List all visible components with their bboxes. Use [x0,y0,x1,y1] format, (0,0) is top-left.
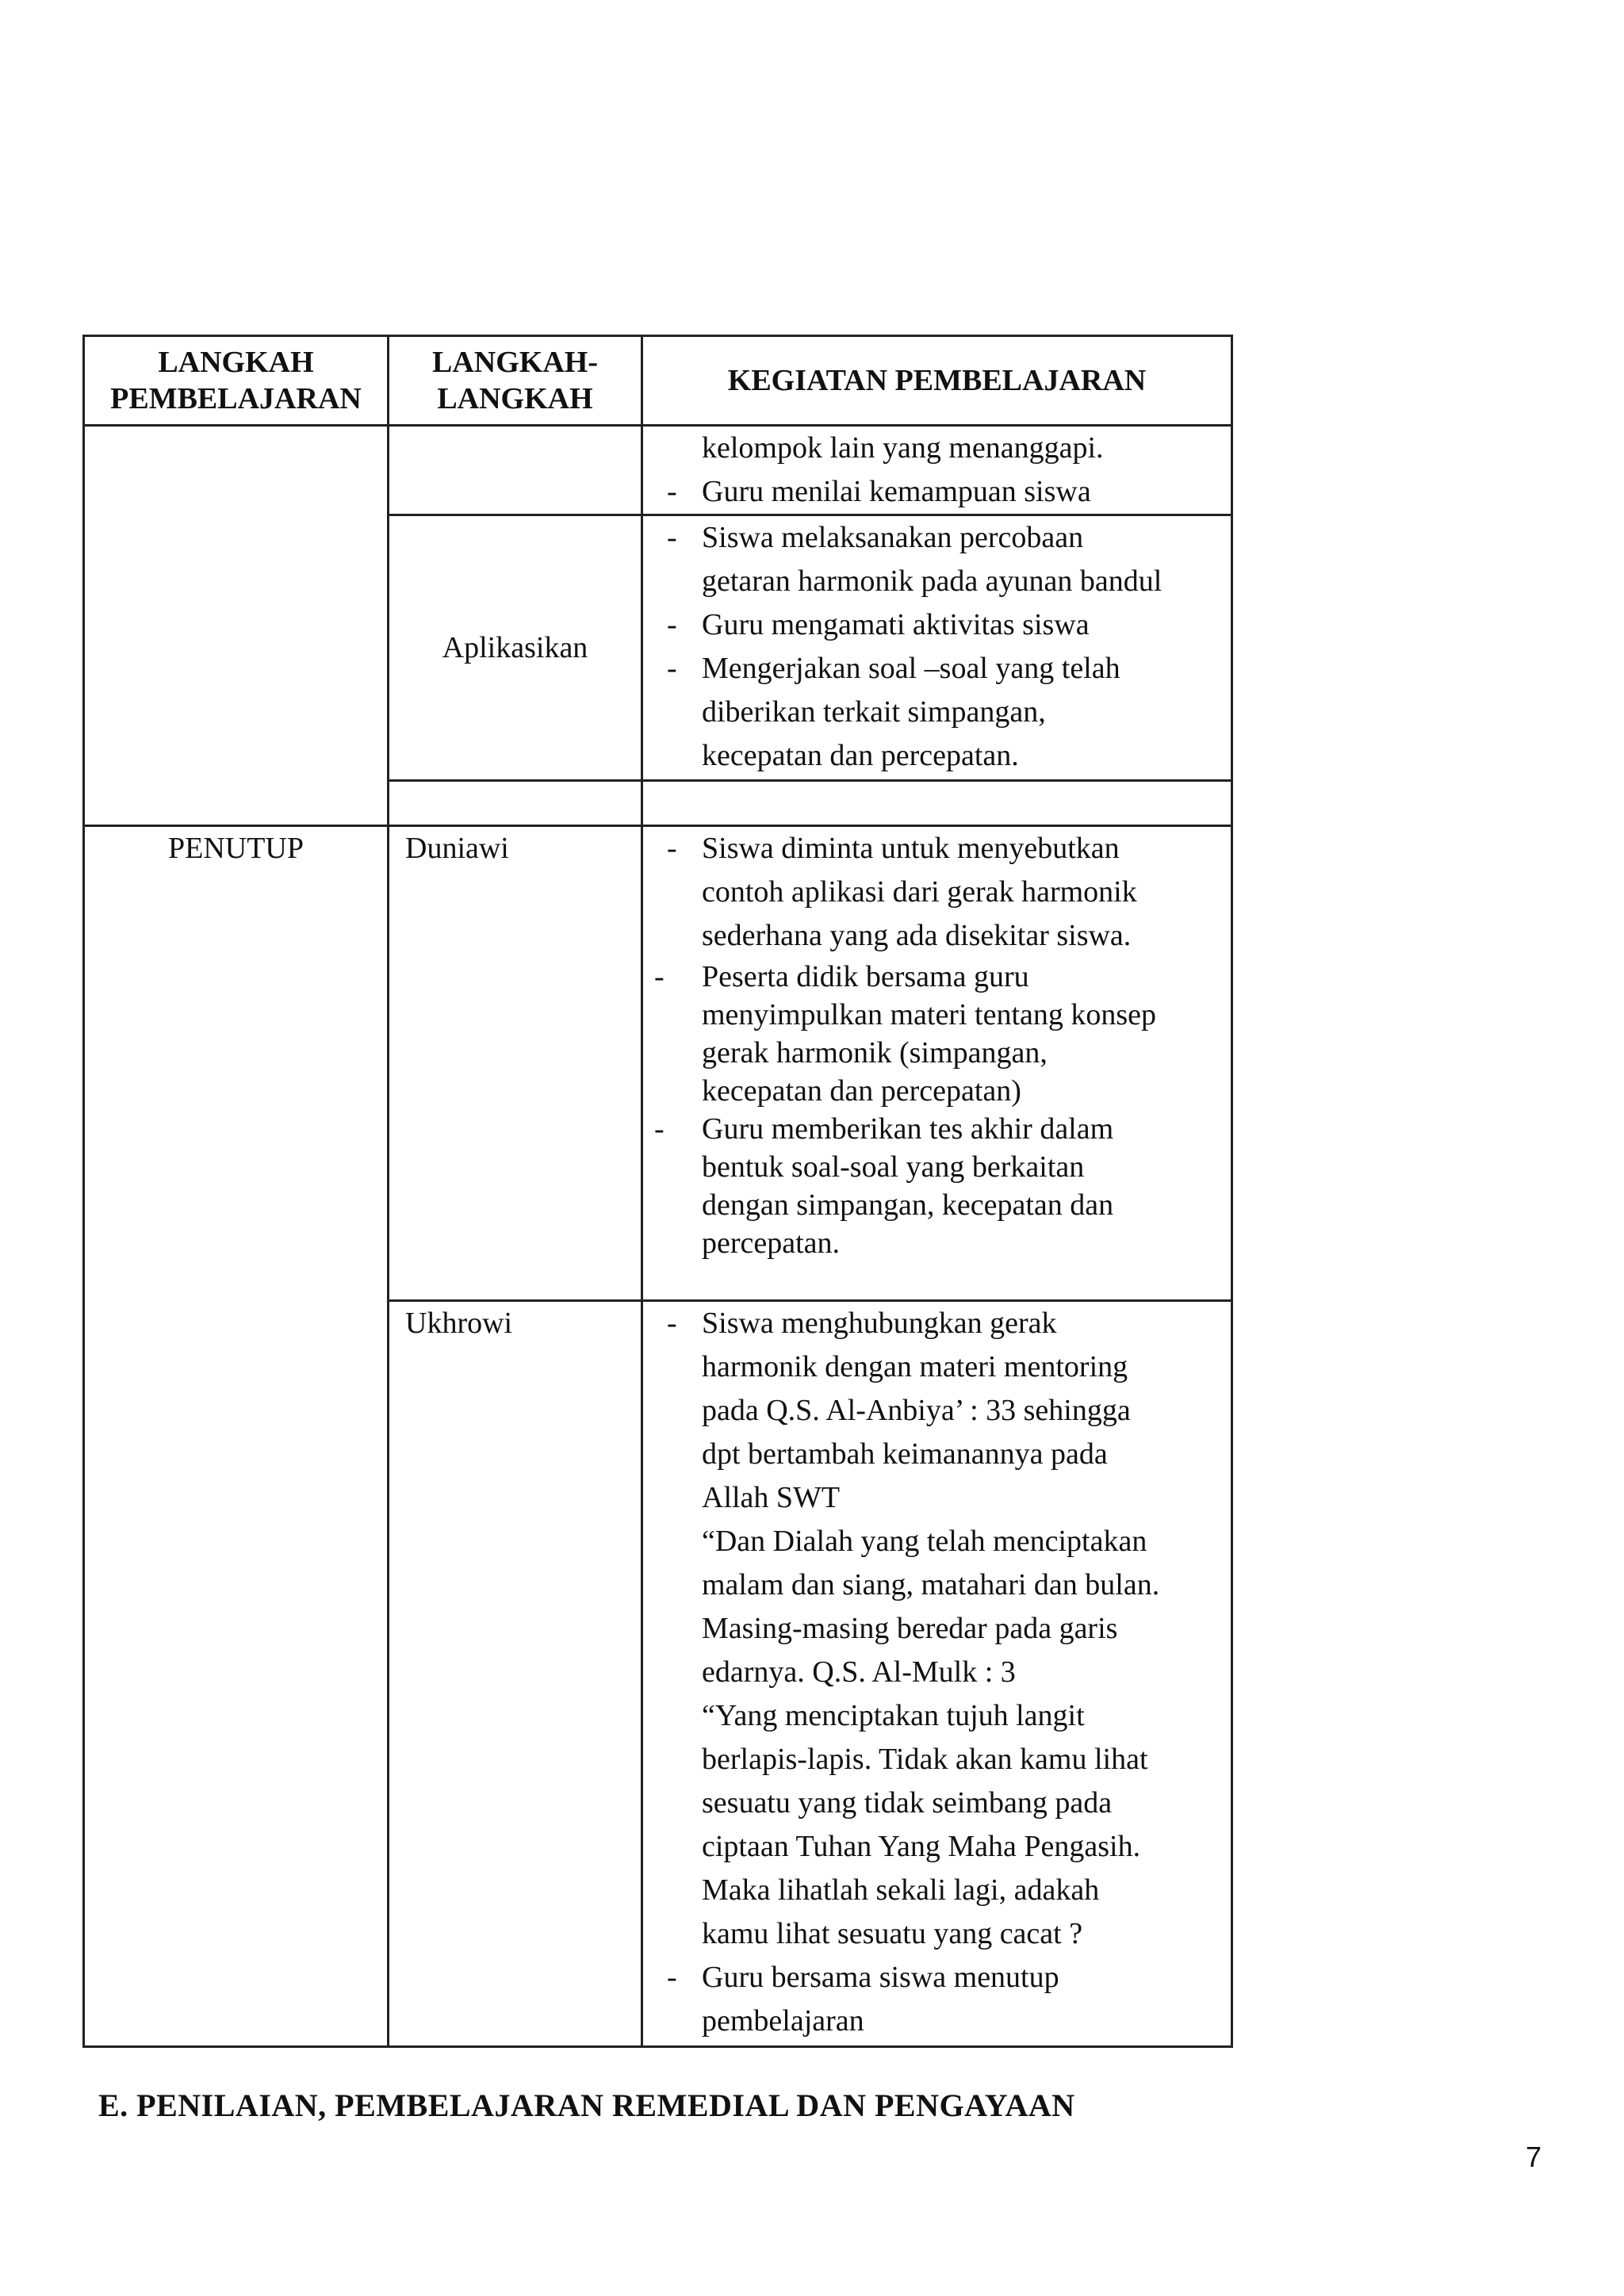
activity-item [643,958,1231,1110]
phase-label: PENUTUP [167,832,304,865]
activity-line: kelompok lain yang menanggapi. [702,431,1104,465]
dash-bullet: - [654,1112,665,1146]
header-kegiatan-pembelajaran [642,336,1232,426]
activity-text: malam dan siang, matahari dan bulan. [702,1568,1160,1601]
dash-bullet: - [667,1307,677,1340]
activity-cell-empty [642,781,1232,826]
activity-text: dpt bertambah keimanannya pada [702,1437,1108,1471]
activity-item [643,1110,1231,1262]
table-row [84,826,1232,1301]
activity-item [643,470,1231,514]
activity-text: Guru menilai kemampuan siswa [702,475,1091,508]
activity-text: edarnya. Q.S. Al-Mulk : 3 [702,1655,1016,1689]
table-header-row [84,336,1232,426]
activity-text: sesuatu yang tidak seimbang pada [702,1786,1113,1820]
activity-text: Maka lihatlah sekali lagi, adakah [702,1873,1100,1907]
activity-text: Peserta didik bersama guru [702,960,1029,993]
header-text: PEMBELAJARAN [110,382,362,415]
step-label: Aplikasikan [442,630,588,664]
header-text: LANGKAH- [432,346,598,379]
activity-text: berlapis-lapis. Tidak akan kamu lihat [702,1743,1148,1776]
activity-item [643,827,1231,958]
header-text: KEGIATAN PEMBELAJARAN [727,364,1147,397]
activity-text: kecepatan dan percepatan) [702,1074,1021,1108]
table-row [84,426,1232,515]
activity-item [643,647,1231,778]
section-heading: E. PENILAIAN, PEMBELAJARAN REMEDIAL DAN PENGAYAAN [98,2087,1075,2123]
step-cell [389,1301,642,2047]
header-langkah-langkah [389,336,642,426]
activity-text: menyimpulkan materi tentang konsep [702,998,1157,1031]
header-text: LANGKAH [437,382,593,415]
phase-cell [84,826,389,2047]
activity-cell [642,426,1232,515]
dash-bullet: - [667,1961,677,1994]
activity-text: sederhana yang ada disekitar siswa. [702,919,1132,952]
step-label: Ukhrowi [405,1307,513,1340]
dash-bullet: - [667,608,677,641]
activity-text: bentuk soal-soal yang berkaitan [702,1150,1085,1184]
activity-text: Siswa melaksanakan percobaan [702,521,1084,554]
activity-text: contoh aplikasi dari gerak harmonik [702,875,1137,909]
activity-cell [642,826,1232,1301]
activity-text: Allah SWT [702,1481,841,1514]
activity-text: Guru bersama siswa menutup [702,1961,1059,1994]
activity-text: pada Q.S. Al-Anbiya’ : 33 sehingga [702,1394,1131,1427]
step-label: Duniawi [405,832,509,865]
step-cell-empty [389,426,642,515]
dash-bullet: - [667,832,677,865]
activity-text: harmonik dengan materi mentoring [702,1350,1128,1383]
activity-text: dengan simpangan, kecepatan dan [702,1188,1114,1222]
dash-bullet: - [667,521,677,554]
dash-bullet: - [667,652,677,685]
activity-text: Siswa diminta untuk menyebutkan [702,832,1120,865]
activity-cell [642,515,1232,781]
activity-text: kamu lihat sesuatu yang cacat ? [702,1917,1083,1950]
activity-text: diberikan terkait simpangan, [702,695,1046,729]
activity-cell [642,1301,1232,2047]
activity-text: Guru mengamati aktivitas siswa [702,608,1090,641]
step-cell [389,515,642,781]
activity-text: Guru memberikan tes akhir dalam [702,1112,1114,1146]
activity-text: Masing-masing beredar pada garis [702,1612,1118,1645]
activity-text: “Dan Dialah yang telah menciptakan [702,1525,1147,1558]
activity-text: percepatan. [702,1226,841,1260]
activity-text: Siswa menghubungkan gerak [702,1307,1057,1340]
step-cell-empty [389,781,642,826]
activity-text: “Yang menciptakan tujuh langit [702,1699,1085,1732]
activity-item [643,603,1231,647]
dash-bullet: - [667,475,677,508]
activity-text: getaran harmonik pada ayunan bandul [702,564,1162,598]
lesson-steps-table [82,335,1233,2048]
activity-text: ciptaan Tuhan Yang Maha Pengasih. [702,1830,1141,1863]
activity-text: gerak harmonik (simpangan, [702,1036,1048,1070]
dash-bullet: - [654,960,665,993]
activity-item [643,1302,1231,1956]
activity-text: kecepatan dan percepatan. [702,739,1019,772]
step-cell [389,826,642,1301]
header-text: LANGKAH [158,346,314,379]
activity-text: Mengerjakan soal –soal yang telah [702,652,1120,685]
header-langkah-pembelajaran [84,336,389,426]
phase-cell-empty [84,426,389,826]
page-number: 7 [1526,2141,1542,2173]
activity-text: pembelajaran [702,2004,864,2038]
activity-item [643,516,1231,603]
activity-item [643,1956,1231,2043]
